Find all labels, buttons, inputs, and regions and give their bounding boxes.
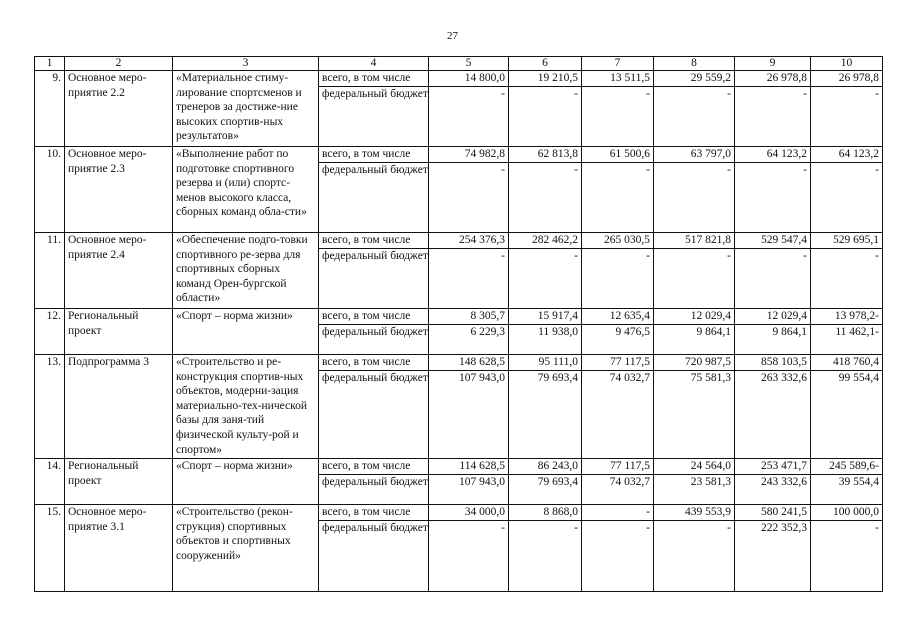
value-cell: 8 305,7 [429, 309, 509, 325]
row-number: 11. [35, 233, 65, 309]
value-cell: 61 500,6 [582, 147, 654, 163]
value-cell: - [811, 87, 883, 147]
program-description: «Спорт – норма жизни» [173, 459, 319, 505]
value-cell: 24 564,0 [654, 459, 735, 475]
value-cell: 95 111,0 [509, 355, 582, 371]
value-cell: 517 821,8 [654, 233, 735, 249]
value-cell: - [654, 249, 735, 309]
program-description: «Материальное стиму-лирование спортсменов и тренеров за достиже-ние высоких спортив-ных результатов» [173, 71, 319, 147]
value-cell: - [735, 87, 811, 147]
value-cell: 19 210,5 [509, 71, 582, 87]
column-number-1: 1 [35, 57, 65, 71]
header-row [35, 57, 883, 71]
table-row [35, 505, 883, 521]
value-cell: 13 978,2- [811, 309, 883, 325]
value-cell: - [509, 521, 582, 592]
funding-type: всего, в том числе [319, 355, 429, 371]
value-cell: - [811, 163, 883, 233]
value-cell: 9 864,1 [735, 325, 811, 355]
value-cell: 26 978,8 [735, 71, 811, 87]
value-cell: 114 628,5 [429, 459, 509, 475]
value-cell: 6 229,3 [429, 325, 509, 355]
value-cell: 23 581,3 [654, 475, 735, 505]
value-cell: 12 029,4 [654, 309, 735, 325]
value-cell: 107 943,0 [429, 475, 509, 505]
value-cell: 26 978,8 [811, 71, 883, 87]
program-name: Основное меро-приятие 2.4 [65, 233, 173, 309]
funding-type: федеральный бюджет [319, 325, 429, 355]
row-number: 10. [35, 147, 65, 233]
value-cell: 580 241,5 [735, 505, 811, 521]
program-description: «Строительство (рекон-струкция) спортивных объектов и спортивных сооружений» [173, 505, 319, 592]
funding-type: всего, в том числе [319, 233, 429, 249]
value-cell: 74 982,8 [429, 147, 509, 163]
program-description: «Строительство и ре-конструкция спортив-ных объектов, модерни-зация материально-тех-нической базы для заня-тий физической культу-рой и спортом» [173, 355, 319, 459]
value-cell: - [582, 505, 654, 521]
page-number: 27 [447, 30, 458, 42]
funding-type: всего, в том числе [319, 147, 429, 163]
table-row [35, 355, 883, 371]
value-cell: 77 117,5 [582, 355, 654, 371]
funding-type: федеральный бюджет [319, 521, 429, 592]
value-cell: 148 628,5 [429, 355, 509, 371]
table-row [35, 71, 883, 87]
value-cell: 14 800,0 [429, 71, 509, 87]
value-cell: 39 554,4 [811, 475, 883, 505]
value-cell: 75 581,3 [654, 371, 735, 459]
value-cell: - [735, 249, 811, 309]
value-cell: 11 462,1- [811, 325, 883, 355]
value-cell: 265 030,5 [582, 233, 654, 249]
table-row [35, 459, 883, 475]
value-cell: 86 243,0 [509, 459, 582, 475]
funding-type: всего, в том числе [319, 71, 429, 87]
value-cell: 12 029,4 [735, 309, 811, 325]
funding-type: федеральный бюджет [319, 475, 429, 505]
program-name: Региональный проект [65, 459, 173, 505]
column-number-5: 5 [429, 57, 509, 71]
value-cell: - [429, 521, 509, 592]
value-cell: 15 917,4 [509, 309, 582, 325]
value-cell: 64 123,2 [811, 147, 883, 163]
value-cell: 11 938,0 [509, 325, 582, 355]
column-number-4: 4 [319, 57, 429, 71]
value-cell: - [582, 249, 654, 309]
value-cell: - [811, 521, 883, 592]
program-description: «Выполнение работ по подготовке спортивного резерва и (или) спортс-менов высокого класса, сборных команд обла-сти» [173, 147, 319, 233]
value-cell: 529 695,1 [811, 233, 883, 249]
funding-type: всего, в том числе [319, 505, 429, 521]
value-cell: - [429, 163, 509, 233]
value-cell: - [582, 87, 654, 147]
value-cell: 9 476,5 [582, 325, 654, 355]
value-cell: 254 376,3 [429, 233, 509, 249]
program-name: Региональный проект [65, 309, 173, 355]
value-cell: 8 868,0 [509, 505, 582, 521]
funding-type: федеральный бюджет [319, 371, 429, 459]
value-cell: 529 547,4 [735, 233, 811, 249]
funding-type: всего, в том числе [319, 459, 429, 475]
value-cell: 222 352,3 [735, 521, 811, 592]
value-cell: 418 760,4 [811, 355, 883, 371]
table-row [35, 147, 883, 163]
value-cell: - [654, 87, 735, 147]
row-number: 13. [35, 355, 65, 459]
value-cell: 439 553,9 [654, 505, 735, 521]
program-description: «Обеспечение подго-товки спортивного ре-зерва для спортивных сборных команд Орен-бургской области» [173, 233, 319, 309]
column-number-3: 3 [173, 57, 319, 71]
value-cell: 74 032,7 [582, 371, 654, 459]
row-number: 14. [35, 459, 65, 505]
row-number: 12. [35, 309, 65, 355]
value-cell: - [582, 163, 654, 233]
value-cell: 9 864,1 [654, 325, 735, 355]
value-cell: - [582, 521, 654, 592]
value-cell: 245 589,6- [811, 459, 883, 475]
value-cell: - [509, 249, 582, 309]
value-cell: 79 693,4 [509, 371, 582, 459]
budget-table [34, 56, 883, 592]
row-number: 15. [35, 505, 65, 592]
value-cell: - [509, 163, 582, 233]
funding-type: федеральный бюджет [319, 163, 429, 233]
value-cell: 77 117,5 [582, 459, 654, 475]
program-name: Основное меро-приятие 2.2 [65, 71, 173, 147]
column-number-6: 6 [509, 57, 582, 71]
table-body [35, 57, 883, 592]
value-cell: 720 987,5 [654, 355, 735, 371]
value-cell: - [429, 87, 509, 147]
value-cell: 99 554,4 [811, 371, 883, 459]
value-cell: - [654, 163, 735, 233]
value-cell: 858 103,5 [735, 355, 811, 371]
program-name: Основное меро-приятие 2.3 [65, 147, 173, 233]
value-cell: 79 693,4 [509, 475, 582, 505]
column-number-8: 8 [654, 57, 735, 71]
value-cell: 62 813,8 [509, 147, 582, 163]
value-cell: 100 000,0 [811, 505, 883, 521]
value-cell: 243 332,6 [735, 475, 811, 505]
program-name: Основное меро-приятие 3.1 [65, 505, 173, 592]
funding-type: федеральный бюджет [319, 249, 429, 309]
value-cell: 263 332,6 [735, 371, 811, 459]
value-cell: 13 511,5 [582, 71, 654, 87]
column-number-7: 7 [582, 57, 654, 71]
table-row [35, 233, 883, 249]
value-cell: - [509, 87, 582, 147]
value-cell: 29 559,2 [654, 71, 735, 87]
column-number-9: 9 [735, 57, 811, 71]
funding-type: всего, в том числе [319, 309, 429, 325]
value-cell: - [654, 521, 735, 592]
value-cell: 74 032,7 [582, 475, 654, 505]
program-name: Подпрограмма 3 [65, 355, 173, 459]
value-cell: 64 123,2 [735, 147, 811, 163]
value-cell: 63 797,0 [654, 147, 735, 163]
value-cell: - [811, 249, 883, 309]
value-cell: 107 943,0 [429, 371, 509, 459]
value-cell: 34 000,0 [429, 505, 509, 521]
program-description: «Спорт – норма жизни» [173, 309, 319, 355]
funding-type: федеральный бюджет [319, 87, 429, 147]
value-cell: - [735, 163, 811, 233]
value-cell: - [429, 249, 509, 309]
value-cell: 12 635,4 [582, 309, 654, 325]
value-cell: 253 471,7 [735, 459, 811, 475]
column-number-2: 2 [65, 57, 173, 71]
table-row [35, 309, 883, 325]
column-number-10: 10 [811, 57, 883, 71]
row-number: 9. [35, 71, 65, 147]
value-cell: 282 462,2 [509, 233, 582, 249]
